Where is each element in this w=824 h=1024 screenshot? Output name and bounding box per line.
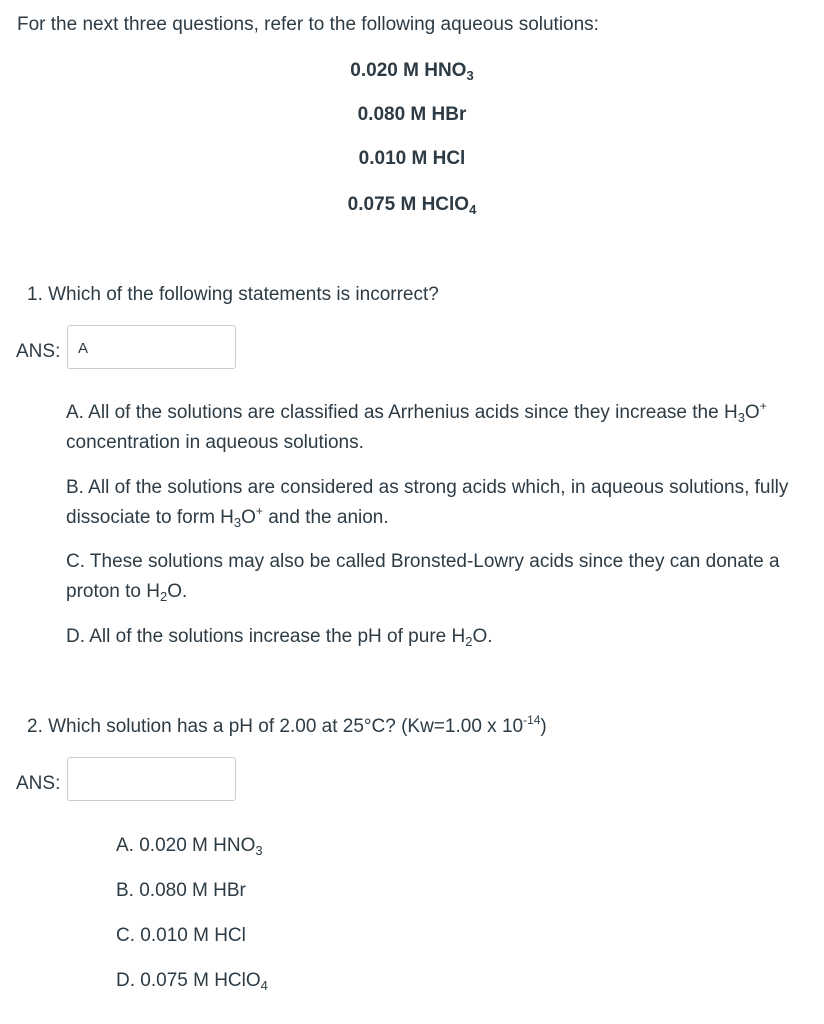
question-1-option-a: A. All of the solutions are classified as Arrhenius acids since they increase the $H_3O^+$ concentration in aqueous solutions. [66,399,767,453]
question-2-option-c: C. 0.010 M HCl [116,925,246,946]
question-2-answer-input[interactable] [67,757,236,801]
question-1-option-b: B. All of the solutions are considered as strong acids which, in aqueous solutions, fully dissociate to form $H_3O^+$ and the anion. [66,477,789,530]
question-2-option-d: D. 0.075 M HClO$_4$ [116,970,268,993]
question-1-ans-label: ANS: [16,341,61,362]
question-2-prompt: 2. Which solution has a pH of 2.00 at 25°C? (Kw=1.00 x $10^{-14}$) [27,713,547,737]
question-1-option-d: D. All of the solutions increase the pH of pure $H_2O$. [66,626,493,649]
question-2-ans-label: ANS: [16,773,61,794]
solution-hno3: 0.020 M $HNO_3$ [350,60,474,83]
intro-text: For the next three questions, refer to the following aqueous solutions: [17,14,599,35]
solution-hbr: 0.080 M HBr [357,104,467,125]
question-1-answer-input[interactable] [67,325,236,369]
question-1-prompt: 1. Which of the following statements is incorrect? [27,284,439,305]
solution-hcl: 0.010 M HCl [358,148,466,169]
question-2-option-b: B. 0.080 M HBr [116,880,246,901]
question-1-answer-value: A [78,340,89,357]
question-1-option-c: C. These solutions may also be called Bronsted-Lowry acids since they can donate a proton to $H_2O$. [66,551,780,604]
question-2-option-a: A. 0.020 M $HNO_3$ [116,835,263,858]
solution-hclo4: 0.075 M HClO$_4$ [347,194,477,217]
